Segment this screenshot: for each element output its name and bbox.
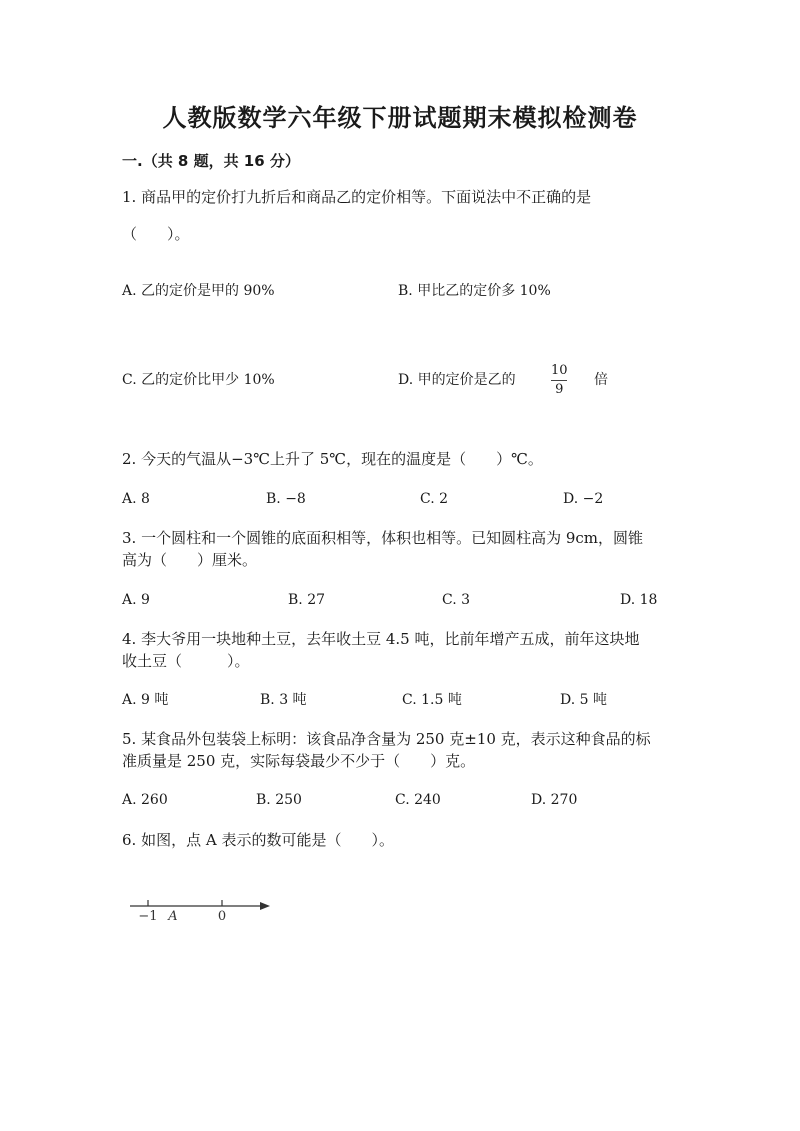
- question-2-option-d: D. −2: [563, 491, 604, 507]
- question-3-stem: 3. 一个圆柱和一个圆锥的底面积相等，体积也相等。已知圆柱高为 9cm，圆锥: [122, 529, 644, 547]
- question-5-option-a: A. 260: [122, 792, 168, 808]
- question-4-option-d: D. 5 吨: [560, 692, 607, 708]
- question-1-option-d: D. 甲的定价是乙的: [398, 372, 516, 388]
- number-line-svg: [128, 888, 278, 924]
- question-2-option-a: A. 8: [122, 491, 150, 507]
- fraction-denominator: 9: [555, 382, 564, 397]
- question-3-option-c: C. 3: [442, 592, 471, 608]
- question-2-stem: 2. 今天的气温从−3℃上升了 5℃，现在的温度是（ ）℃。: [122, 450, 543, 468]
- question-3-option-b: B. 27: [288, 592, 326, 608]
- fraction-bar: [551, 380, 567, 381]
- question-5-stem-cont: 准质量是 250 克，实际每袋最少不少于（ ）克。: [122, 752, 476, 770]
- page-title: 人教版数学六年级下册试题期末模拟检测卷: [162, 104, 638, 132]
- question-1-fraction: [551, 364, 568, 397]
- number-line-figure: [128, 888, 278, 928]
- question-2-option-b: B. −8: [266, 491, 306, 507]
- section-heading: 一.（共 8 题，共 16 分）: [122, 152, 300, 170]
- question-4-option-b: B. 3 吨: [260, 692, 307, 708]
- question-4-option-a: A. 9 吨: [122, 692, 169, 708]
- label-point-a: A: [168, 909, 178, 924]
- label-zero: 0: [217, 909, 227, 924]
- question-3-option-d: D. 18: [620, 592, 658, 608]
- question-5-stem: 5. 某食品外包装袋上标明：该食品净含量为 250 克±10 克，表示这种食品的标: [122, 730, 651, 748]
- question-5-option-d: D. 270: [531, 792, 578, 808]
- question-6-stem: 6. 如图，点 A 表示的数可能是（ ）。: [122, 831, 394, 849]
- question-4-stem-cont: 收土豆（ ）。: [122, 652, 250, 670]
- question-1-option-b: B. 甲比乙的定价多 10%: [398, 283, 551, 299]
- question-1-option-c: C. 乙的定价比甲少 10%: [122, 372, 275, 388]
- number-line-arrow: [260, 902, 270, 910]
- fraction-numerator: 10: [551, 363, 568, 378]
- question-1-stem: 1. 商品甲的定价打九折后和商品乙的定价相等。下面说法中不正确的是: [122, 188, 592, 206]
- question-3-stem-cont: 高为（ ）厘米。: [122, 551, 258, 569]
- question-1-option-d-suffix: 倍: [594, 372, 608, 388]
- question-4-option-c: C. 1.5 吨: [402, 692, 462, 708]
- question-1-stem-cont: （ ）。: [122, 225, 190, 243]
- question-4-stem: 4. 李大爷用一块地种土豆，去年收土豆 4.5 吨，比前年增产五成，前年这块地: [122, 630, 640, 648]
- question-5-option-c: C. 240: [395, 792, 441, 808]
- question-3-option-a: A. 9: [122, 592, 150, 608]
- question-2-option-c: C. 2: [420, 491, 449, 507]
- question-1-option-a: A. 乙的定价是甲的 90%: [122, 283, 275, 299]
- label-minus-one: −1: [138, 909, 158, 924]
- question-5-option-b: B. 250: [256, 792, 302, 808]
